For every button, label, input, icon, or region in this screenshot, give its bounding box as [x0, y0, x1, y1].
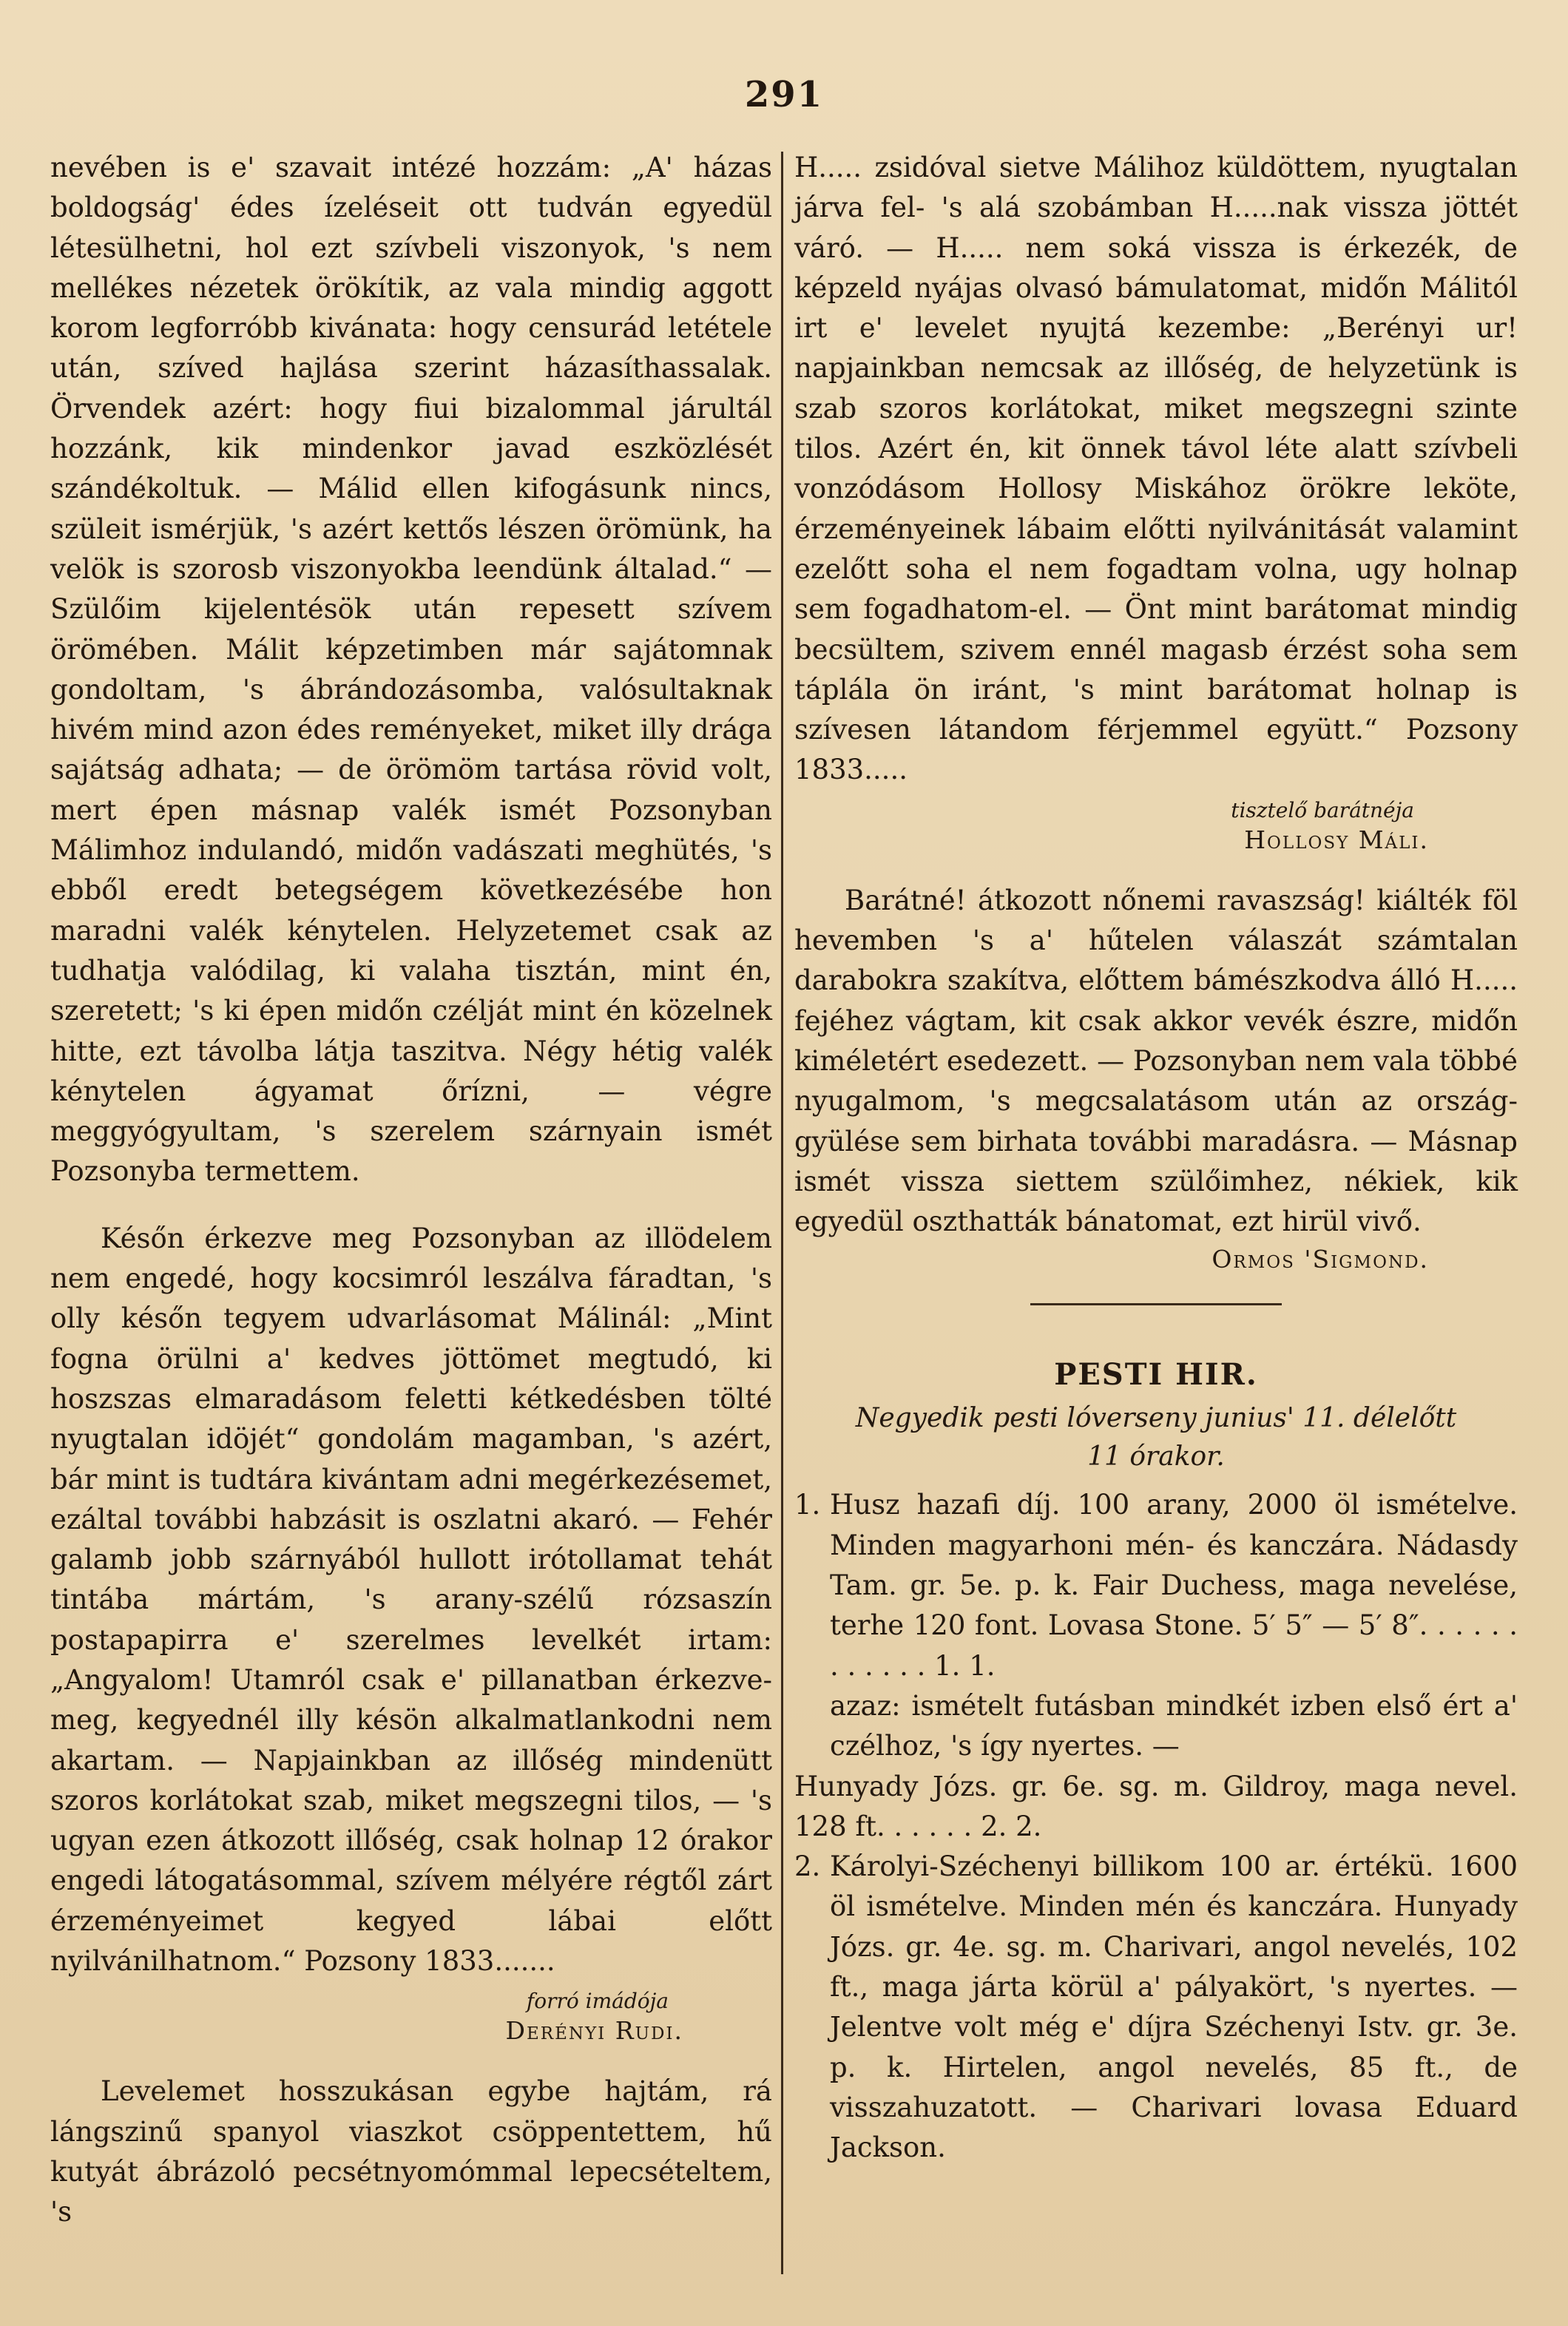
- race-entry: [794, 1485, 1518, 1766]
- page-number: 291: [744, 74, 824, 115]
- signature-preface: tisztelő barátnéja: [1231, 797, 1414, 822]
- race-note: azaz: ismételt futásban mindkét izben első ért a' czélhoz, 's így nyertes. —: [830, 1689, 1518, 1762]
- news-subheading-line: Negyedik pesti lóverseny junius' 11. délelőtt: [855, 1403, 1457, 1434]
- news-subheading-line: 11 órakor.: [1087, 1441, 1225, 1473]
- right-column: [794, 148, 1518, 2168]
- story-paragraph: Későn érkezve meg Pozsonyban az illödelem nem engedé, hogy kocsimról leszálva fáradtan, 's olly későn tegyem udvarlásomat Málinál: „Mint fogna örülni a' kedves jöttömet megtudó, ki hoszszas elmaradásom feletti kétkedésben tölté nyugtalan idöjét“ gondolám magamban, 's azért, bár mint is tudtára kivántam adni megérkezésemet, ezáltal további habzásit is oszlatni akaró. — Fehér galamb jobb szárnyából hullott irótollamat tehát tintába mártám, 's arany-szélű rózsaszín postapapirra e' szerelmes levelkét irtam: „Angyalom! Utamról csak e' pillanatban érkezve-meg, kegyednél illy késön alkalmatlankodni nem akartam. — Napjainkban az illőség mindenütt szoros korlátokat szab, miket megszegni tilos, — 's ugyan ezen átkozott illőség, csak holnap 12 órakor engedi látogatásommal, szívem mélyére régtől zárt érzeményeimet kegyed lábai előtt nyilvánilhatnom.“ Pozsony 1833.......: [50, 1222, 772, 1978]
- news-subheading: [794, 1399, 1518, 1476]
- story-paragraph: nevében is e' szavait intézé hozzám: „A' házas boldogság' édes ízeléseit ott tudván egyedül létesülhetni, hol ezt szívbeli viszonyok, 's nem mellékes nézetek örökítik, az vala mindig aggott korom legforróbb kivánata: hogy censurád letétele után, szíved hajlása szerint házasíthassalak. Örvendek azért: hogy fiui bizalommal járultál hozzánk, kik mindenkor javad eszközlését szándékoltuk. — Málid ellen kifogásunk nincs, szüleit ismérjük, 's azért kettős lészen örömünk, ha velök is szorosb viszonyokba leendünk általad.“ — Szülőim kijelentésök után repesett szívem örömében. Málit képzetimben már sajátomnak gondoltam, 's ábrándozásomba, valósultaknak hivém mind azon édes reményeket, miket illy drága sajátság adhata; — de örömöm tartása rövid volt, mert épen másnap valék ismét Pozsonyban Málimhoz indulandó, midőn vadászati meghütés, 's ebből eredt betegségem következésébe hon maradni valék kénytelen. Helyzetemet csak az tudhatja valódilag, ki valaha tisztán, mint én, szeretett; 's ki épen midőn czélját mint én közelnek hitte, ezt távolba látja taszitva. Négy hétig valék kénytelen ágyamat őrízni, — végre meggyógyultam, 's szerelem szárnyain ismét Pozsonyba termettem.: [50, 152, 772, 1188]
- race-number: 2.: [794, 1850, 821, 1883]
- race-entry: [794, 1847, 1518, 2168]
- column-divider: [781, 152, 783, 2274]
- signature: Ormos 'Sigmond.: [1212, 1245, 1429, 1274]
- news-heading: PESTI HIR.: [1054, 1357, 1258, 1393]
- race-description: Károlyi-Széchenyi billikom 100 ar. értékü. 1600 öl ismételve. Minden mén és kanczára. Hunyady Józs. gr. 4e. sg. m. Charivari, angol nevelés, 102 ft., maga járta körül a' pályakört, 's nyertes. — Jelentve volt még e' díjra Széchenyi Istv. gr. 3e. p. k. Hirtelen, angol nevelés, 85 ft., de visszahuzatott. — Charivari lovasa Eduard Jackson.: [830, 1850, 1518, 2164]
- section-divider: [1030, 1303, 1282, 1305]
- left-column: [50, 148, 772, 2233]
- race-result-line: Hunyady Józs. gr. 6e. sg. m. Gildroy, maga nevel. 128 ft. . . . . . 2. 2.: [794, 1770, 1518, 1842]
- story-paragraph: H..... zsidóval sietve Málihoz küldöttem, nyugtalan járva fel- 's alá szobámban H.....nak vissza jöttét váró. — H..... nem soká vissza is érkezék, de képzeld nyájas olvasó bámulatomat, midőn Málitól irt e' levelet nyujtá kezembe: „Berényi ur! napjainkban nemcsak az illőség, de helyzetünk is szab szoros korlátokat, miket megszegni szinte tilos. Azért én, kit önnek távol léte alatt szívbeli vonzódásom Hollosy Miskához örökre leköte, érzeményeinek lábaim előtti nyilvánitását valamint ezelőtt soha el nem fogadtam volna, ugy holnap sem fogadhatom-el. — Önt mint barátomat mindig becsültem, szivem ennél magasb érzést soha sem táplála ön iránt, 's mint barátomat holnap is szívesen látandom férjemmel együtt.“ Pozsony 1833.....: [794, 152, 1518, 786]
- story-paragraph: Levelemet hosszukásan egybe hajtám, rá lángszinű spanyol viaszkot csöppentettem, hű kutyát ábrázoló pecsétnyomómmal lepecsételtem, 's: [50, 2075, 772, 2228]
- story-paragraph: Barátné! átkozott nőnemi ravaszság! kiálték föl hevemben 's a' hűtelen válaszát számtalan darabokra szakítva, előttem bámészkodva álló H..... fejéhez vágtam, kit csak akkor vevék észre, midőn kiméletért esedezett. — Pozsonyban nem vala többé nyugalmom, 's megcsalatásom után az ország-gyülése sem birhata további maradásra. — Másnap ismét vissza siettem szülőimhez, nékiek, kik egyedül oszthatták bánatomat, ezt hirül vivő.: [794, 884, 1518, 1238]
- race-description: Husz hazafi díj. 100 arany, 2000 öl ismételve. Minden magyarhoni mén- és kanczára. Nádasdy Tam. gr. 5e. p. k. Fair Duchess, maga nevelése, terhe 120 font. Lovasa Stone. 5′ 5″ — 5′ 8″. . . . . . . . . . . . 1. 1.: [830, 1489, 1518, 1682]
- signature: Derényi Rudi.: [505, 2016, 683, 2046]
- signature-preface: forró imádója: [526, 1989, 669, 2014]
- signature: Hollosy Máli.: [1244, 825, 1429, 854]
- race-number: 1.: [794, 1489, 821, 1521]
